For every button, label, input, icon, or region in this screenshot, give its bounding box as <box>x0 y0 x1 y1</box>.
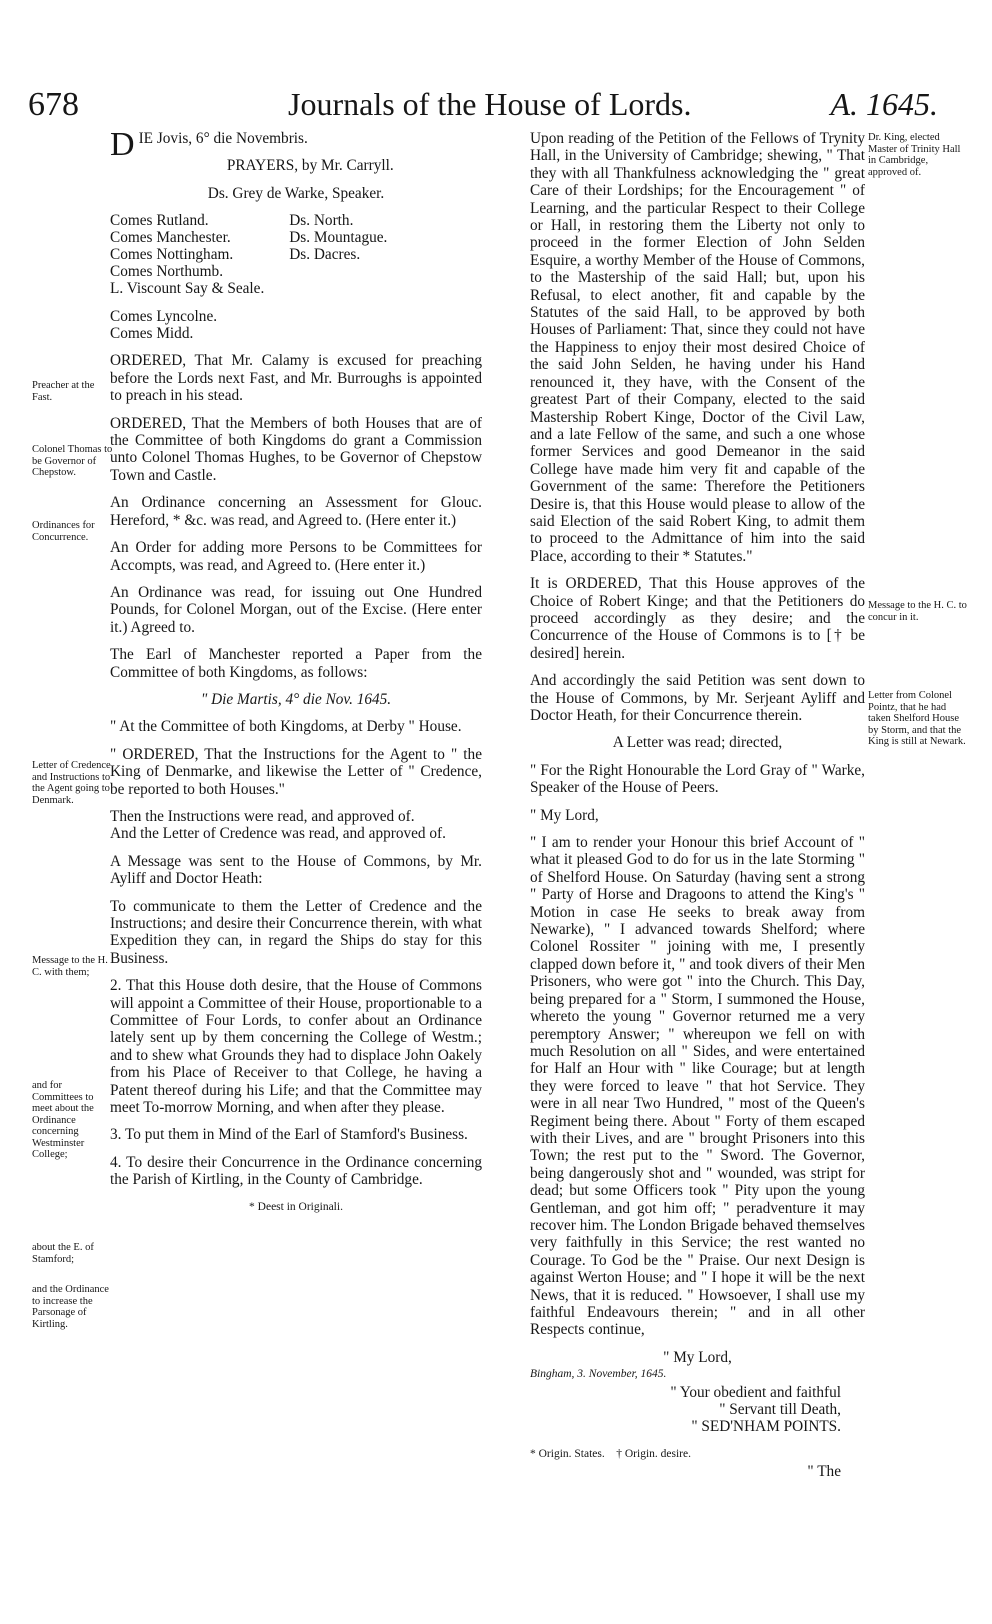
journal-paragraph: An Order for adding more Persons to be Committees for Accompts, was read, and Agreed to. (Here enter it.) <box>110 539 482 574</box>
attendance-entry: Comes Northumb. <box>110 263 224 281</box>
attendance-entry: Comes Rutland. <box>110 212 209 230</box>
catchword: " The <box>807 1463 841 1481</box>
margin-note: Ordinances for Concurrence. <box>32 520 95 543</box>
journal-paragraph: A Letter was read; directed, <box>612 734 783 752</box>
journal-paragraph: It is ORDERED, That this House approves of the Choice of Robert Kinge; and that the Petitioners do proceed accordingly as they desire; and the Concurrence of the House of Commons is to [† be desired] herein. <box>530 575 865 662</box>
left-column <box>110 126 482 1216</box>
journal-paragraph: 3. To put them in Mind of the Earl of Stamford's Business. <box>110 1126 468 1144</box>
journal-paragraph: " I am to render your Honour this brief Account of " what it pleased God to do for us in the late Storming " of Shelford House. On Saturday (having sent a strong " Party of Horse and Dragoons to attend the King's " Motion in case He seeks to break away from Newarke), " I advanced towards Shelford; where Colonel Rossiter " joining with me, I presently clapped down before it, " and took divers of their Men Prisoners, who were got " into the Church. This Day, being prepared for a " Storm, I summoned the House, whereto the young " Governor returned me a very peremptory Answer; " whereupon we fell on with much Resolution on all " Sides, and were entertained for Half an Hour with " like Courage; but at length they were forced to leave " that hot Service. They were in all near Two Hundred, " most of the Queen's Regiment being there. About " Forty of them escaped with their Lives, and are " brought Prisoners into this Town; the rest put to the " Sword. The Governor, being dangerously shot and " wounded, was stript for dead; but some Officers took " Pity upon the young Gentleman, and got him off; " peradventure it may recover him. The London Brigade behaved themselves very faithfully in this Service; the rest wanted no Courage. To God be the " Praise. Our next Design is against Werton House; and " I hope it will be the next News, that it is reduced. " Howsoever, I shall use my faithful Endeavours therein; " and in all other Respects continue, <box>530 834 865 1339</box>
journal-paragraph: " My Lord, <box>663 1348 732 1366</box>
right-column <box>530 130 865 1481</box>
journal-paragraph: The Earl of Manchester reported a Paper from the Committee of both Kingdoms, as follows: <box>110 646 482 681</box>
margin-note: Letter of Credence and Instructions to the Agent going to Denmark. <box>32 760 111 806</box>
journal-paragraph: ORDERED, That Mr. Calamy is excused for preaching before the Lords next Fast, and Mr. Burroughs is appointed to preach in his stead. <box>110 352 482 405</box>
speaker-line: Ds. Grey de Warke, Speaker. <box>207 184 385 202</box>
prayers-line: PRAYERS, by Mr. Carryll. <box>226 157 394 175</box>
journal-paragraph: " For the Right Honourable the Lord Gray of " Warke, Speaker of the House of Peers. <box>530 761 865 797</box>
letter-dateline: Bingham, 3. November, 1645. <box>530 1368 667 1381</box>
drop-cap: D <box>110 126 135 163</box>
others-line: Comes Lyncolne. <box>110 307 218 325</box>
journal-paragraph: " At the Committee of both Kingdoms, at Derby " House. <box>110 718 462 736</box>
journal-paragraph: Upon reading of the Petition of the Fellows of Trynity Hall, in the University of Cambridge; shewing, " That they with all Thankfulness acknowledging the " great Care of their Lordships; for the Encouragement " of Learning, and the particular Respect to their College or Hall, in restoring them the Liberty not only to proceed in the former Election of John Selden Esquire, a worthy Member of the House of Commons, to the Mastership of the said Hall; but, upon his Refusal, to elect another, fit and capable by the Statutes of the said Hall, to be approved by both Houses of Parliament: That, since they could not have the Happiness to enjoy their most desired Choice of the said John Selden, he having under his Hand renounced it, they have, with the Consent of the greatest Part of their Company, elected to the said Mastership Robert Kinge, Doctor of the Civil Law, and a late Fellow of the same, and such a one whose former Services and good Demeanor in the said College have made him very fit and capable of the Government of the same: Therefore the Petitioners Desire is, that this House would please to allow of the said Election of the said Robert King, to admit them to proceed to the Admittance of him into the said Place, according to their * Statutes." <box>530 130 865 565</box>
journal-paragraph: ORDERED, That the Members of both Houses that are of the Committee of both Kingdoms do grant a Commission unto Colonel Thomas Hughes, to be Governor of Chepstow Town and Castle. <box>110 414 482 484</box>
page-number: 678 <box>28 86 79 123</box>
attendance-entry: Ds. Mountague. <box>289 229 388 247</box>
journal-paragraph: A Message was sent to the House of Commons, by Mr. Ayliff and Doctor Heath: <box>110 852 482 888</box>
signature-line: " Your obedient and faithful <box>670 1383 841 1401</box>
margin-note: and for Committees to meet about the Ordinance concerning Westminster College; <box>32 1080 94 1160</box>
footnote: * Deest in Originali. <box>249 1200 343 1213</box>
journal-paragraph: An Ordinance concerning an Assessment for Glouc. Hereford, * &c. was read, and Agreed to. (Here enter it.) <box>110 494 482 529</box>
footnotes <box>530 1446 865 1463</box>
margin-note: about the E. of Stamford; <box>32 1242 94 1265</box>
signature-line: " SED'NHAM POINTS. <box>691 1418 841 1436</box>
signature-line: " Servant till Death, <box>719 1401 841 1419</box>
journal-paragraph: Then the Instructions were read, and approved of. <box>110 807 415 825</box>
journal-paragraph: And the Letter of Credence was read, and approved of. <box>110 825 446 843</box>
margin-note: Letter from Colonel Pointz, that he had taken Shelford House by Storm, and that the King is still at Newark. <box>868 690 966 747</box>
margin-note: Dr. King, elected Master of Trinity Hall in Cambridge, approved of. <box>868 132 961 178</box>
footnote: † Origin. desire. <box>616 1447 691 1460</box>
journal-paragraph: " Die Martis, 4° die Nov. 1645. <box>200 690 392 708</box>
journal-paragraph: An Ordinance was read, for issuing out One Hundred Pounds, for Colonel Morgan, out of the Excise. (Here enter it.) Agreed to. <box>110 583 482 636</box>
others-line: Comes Midd. <box>110 325 194 343</box>
attendance-entry: Comes Nottingham. <box>110 246 234 264</box>
margin-note: Message to the H. C. with them; <box>32 955 108 978</box>
date-line: DIE Jovis, 6° die Novembris. <box>110 126 308 163</box>
running-year: A. 1645. <box>830 86 938 122</box>
margin-note: Colonel Thomas to be Governor of Chepstow. <box>32 444 113 478</box>
attendance-entry: Ds. Dacres. <box>289 246 361 264</box>
attendance-list <box>110 212 482 280</box>
margin-note: Message to the H. C. to concur in it. <box>868 600 967 623</box>
margin-note: and the Ordinance to increase the Parsonage of Kirtling. <box>32 1284 109 1330</box>
journal-paragraph: And accordingly the said Petition was sent down to the House of Commons, by Mr. Serjeant Ayliff and Doctor Heath, for their Concurrence therein. <box>530 672 865 724</box>
journal-paragraph: 2. That this House doth desire, that the House of Commons will appoint a Committee of their House, proportionable to a Committee of Four Lords, to confer about an Ordinance lately sent up by them concerning the College of Westm.; and to shew what Grounds they had to displace John Oakely from his Place of Receiver to that College, he having a Patent thereof during his Life; and that the Committee may meet To-morrow Morning, and when after they please. <box>110 977 482 1117</box>
viscount-line: L. Viscount Say & Seale. <box>110 280 265 298</box>
journal-paragraph: 4. To desire their Concurrence in the Ordinance concerning the Parish of Kirtling, in the County of Cambridge. <box>110 1153 482 1189</box>
attendance-entry: Ds. North. <box>289 212 354 230</box>
journal-paragraph: " My Lord, <box>530 806 599 824</box>
journal-paragraph: " ORDERED, That the Instructions for the Agent to " the King of Denmarke, and likewise the Letter of " Credence, be reported to both Houses." <box>110 745 482 798</box>
footnote: * Origin. States. <box>530 1447 605 1460</box>
margin-note: Preacher at the Fast. <box>32 380 95 403</box>
journal-paragraph: To communicate to them the Letter of Credence and the Instructions; and desire their Concurrence therein, with what Expedition they can, in regard the Ships do stay for this Business. <box>110 897 482 967</box>
running-title: Journals of the House of Lords. <box>288 86 692 122</box>
attendance-entry: Comes Manchester. <box>110 229 231 247</box>
